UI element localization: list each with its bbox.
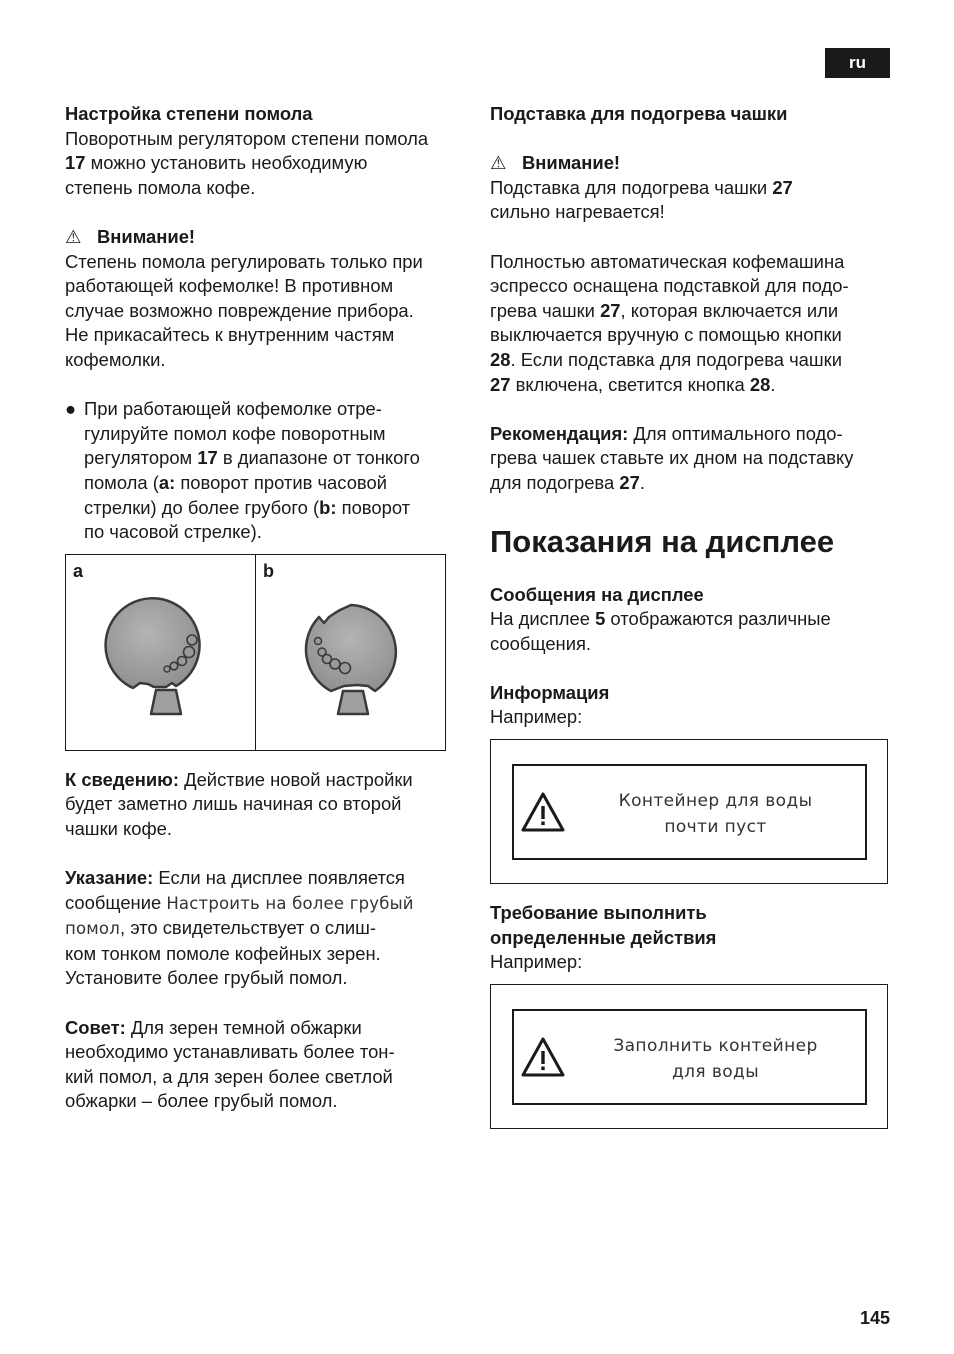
- bullet-icon: ●: [65, 398, 77, 420]
- action-heading: Требование выполнить: [490, 902, 707, 924]
- recommendation-line: Рекомендация: Для оптимального подо-: [490, 422, 843, 444]
- warmer-text-line: Полностью автоматическая кофемашина: [490, 250, 845, 272]
- warning-icon: ⚠: [65, 225, 82, 247]
- display-line: для воды: [671, 1061, 760, 1082]
- warning-text-line: Не прикасайтесь к внутренним частям: [65, 324, 395, 346]
- language-tag: ru: [825, 48, 890, 78]
- messages-line: сообщения.: [490, 632, 592, 654]
- info-display-example: [490, 739, 888, 884]
- warning-triangle-icon: [520, 791, 566, 833]
- bullet-text-line: помола (a: поворот против часовой: [84, 471, 387, 493]
- page-number: 145: [859, 1308, 890, 1328]
- grind-text-line: степень помола кофе.: [65, 176, 256, 198]
- warmer-text-line: грева чашки 27, которая включается или: [490, 299, 839, 321]
- action-heading: определенные действия: [490, 926, 717, 948]
- note-line: чашки кофе.: [65, 817, 172, 839]
- bullet-text-line: При работающей кофемолке отре-: [84, 398, 382, 420]
- info-example-label: Например:: [490, 706, 583, 728]
- warning-icon: ⚠: [490, 152, 507, 174]
- display-screen: [512, 764, 867, 860]
- hint-line: ком тонком помоле кофейных зерен.: [65, 942, 381, 964]
- grind-text-line: 17 можно установить необходимую: [65, 152, 368, 174]
- warning-text-line: Степень помола регулировать только при: [65, 250, 423, 272]
- action-example-label: Например:: [490, 951, 583, 973]
- grind-dial-figure: [65, 554, 446, 751]
- hint-line: сообщение Настроить на более грубый: [65, 891, 414, 913]
- tip-line: Совет: Для зерен темной обжарки: [65, 1016, 362, 1038]
- warmer-text-line: 28. Если подставка для подогрева чашки: [490, 348, 842, 370]
- panel-a: [66, 555, 255, 750]
- warmer-heading: Подставка для подогрева чашки: [490, 103, 788, 124]
- hint-line: помол, это свидетельствует о слиш-: [65, 917, 377, 939]
- warning-title: ⚠ Внимание!: [65, 225, 465, 250]
- warning-text-line: случае возможно повреждение прибора.: [65, 299, 414, 321]
- warmer-warning-line: Подставка для подогрева чашки 27: [490, 176, 793, 198]
- recommendation-line: грева чашек ставьте их дном на подставку: [490, 447, 854, 469]
- panel-b: [255, 555, 445, 750]
- info-heading: Информация: [490, 681, 610, 703]
- tip-line: необходимо устанавливать более тон-: [65, 1041, 395, 1063]
- grind-text-line: Поворотным регулятором степени помола: [65, 127, 429, 149]
- warmer-warning-line: сильно нагревается!: [490, 201, 665, 223]
- bullet-text-line: гулируйте помол кофе поворотным: [84, 422, 386, 444]
- display-line: почти пуст: [664, 817, 767, 838]
- bullet-item: [65, 397, 465, 545]
- hint-line: Указание: Если на дисплее появляется: [65, 867, 405, 889]
- recommendation-line: для подогрева 27.: [490, 471, 645, 493]
- bullet-text-line: по часовой стрелке).: [84, 521, 262, 543]
- warmer-text-line: выключается вручную с помощью кнопки: [490, 324, 842, 346]
- bullet-text-line: регулятором 17 в диапазоне от тонкого: [84, 447, 420, 469]
- bullet-text-line: стрелки) до более грубого (b: поворот: [84, 496, 411, 518]
- warning-triangle-icon: [520, 1036, 566, 1078]
- dial-fine-illustration: [66, 555, 255, 750]
- display-message-text: помол: [65, 919, 120, 939]
- panel-label-b: b: [263, 560, 274, 581]
- warning-text-line: работающей кофемолке! В противном: [65, 275, 394, 297]
- warmer-text-line: эспрессо оснащена подставкой для подо-: [490, 275, 849, 297]
- section-title: Показания на дисплее: [490, 523, 835, 559]
- display-line: Заполнить контейнер: [613, 1035, 818, 1056]
- warmer-text-line: 27 включена, светится кнопка 28.: [490, 373, 776, 395]
- action-display-example: [490, 984, 888, 1129]
- grind-heading: Настройка степени помола: [65, 103, 313, 124]
- display-line: Контейнер для воды: [618, 791, 813, 812]
- messages-line: На дисплее 5 отображаются различные: [490, 608, 831, 630]
- display-screen: [512, 1009, 867, 1105]
- tip-line: кий помол, а для зерен более светлой: [65, 1065, 393, 1087]
- warning-text-line: кофемолки.: [65, 348, 166, 370]
- right-column: [490, 102, 890, 1129]
- hint-line: Установите более грубый помол.: [65, 967, 348, 989]
- dial-coarse-illustration: [256, 555, 445, 750]
- note-line: К сведению: Действие новой настройки: [65, 768, 413, 790]
- left-column: [65, 102, 465, 1114]
- display-message-text: Настроить на более грубый: [166, 893, 414, 913]
- tip-line: обжарки – более грубый помол.: [65, 1090, 338, 1112]
- warmer-warning-title: ⚠ Внимание!: [490, 151, 890, 176]
- panel-label-a: a: [73, 560, 84, 581]
- note-line: будет заметно лишь начиная со второй: [65, 793, 402, 815]
- messages-heading: Сообщения на дисплее: [490, 583, 704, 605]
